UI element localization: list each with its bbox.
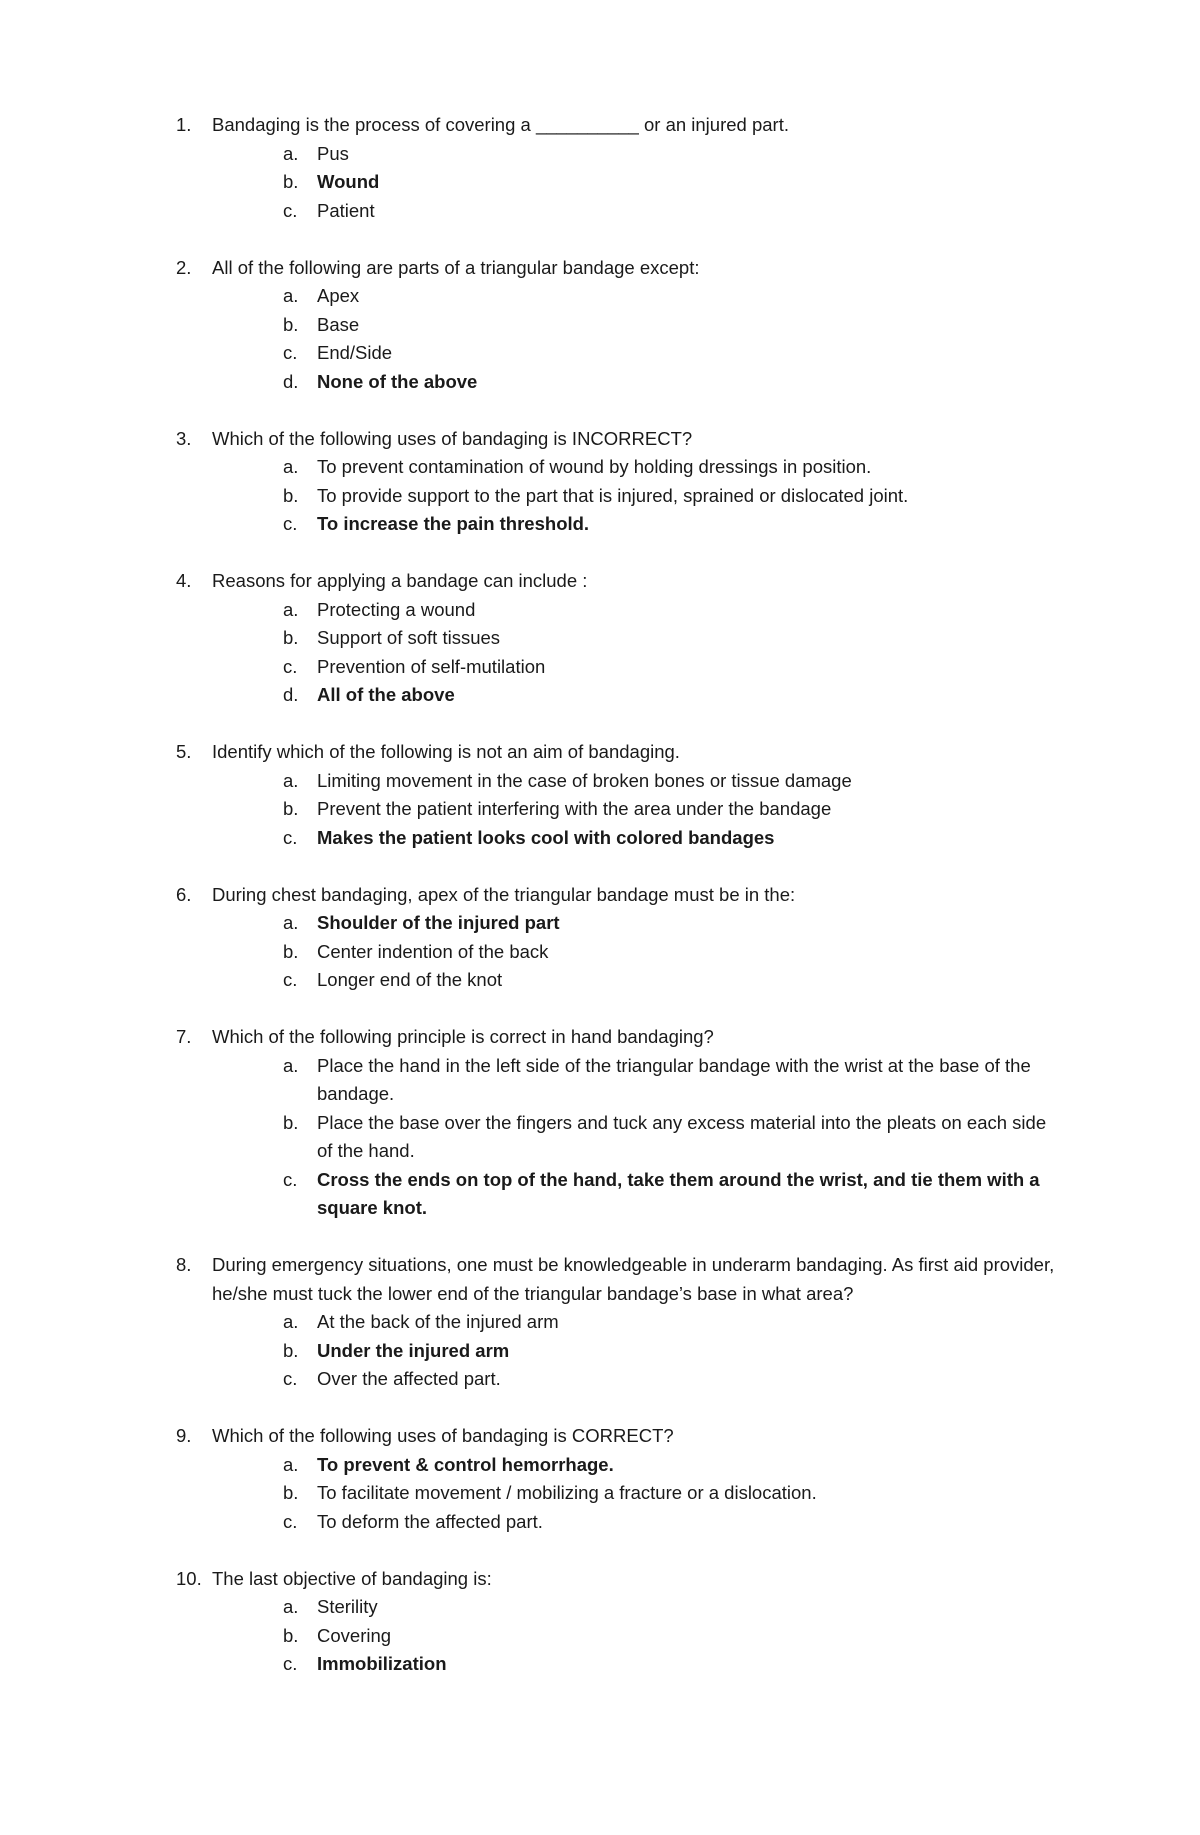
option-item xyxy=(283,1052,1066,1109)
option-letter: c. xyxy=(283,1510,298,1532)
question-text: Which of the following principle is correct in hand bandaging? xyxy=(212,1026,714,1047)
question-item xyxy=(176,1422,1066,1536)
option-letter: a. xyxy=(283,142,299,164)
option-text-answer: None of the above xyxy=(317,370,478,392)
question-number: 5. xyxy=(176,741,192,762)
option-letter: d. xyxy=(283,684,299,705)
question-item xyxy=(176,881,1066,995)
option-list xyxy=(283,453,1066,539)
question-item xyxy=(176,1565,1066,1679)
option-list xyxy=(283,282,1066,396)
option-letter: d. xyxy=(283,370,299,392)
option-text: Covering xyxy=(317,1624,392,1646)
option-letter: b. xyxy=(283,940,299,962)
option-letter: b. xyxy=(283,313,299,335)
option-text-answer: Immobilization xyxy=(317,1653,447,1674)
question-number: 6. xyxy=(176,883,192,905)
option-list xyxy=(283,1451,1066,1537)
option-item xyxy=(283,140,1066,169)
option-letter: a. xyxy=(283,1453,299,1475)
option-item xyxy=(283,795,1066,824)
question-text: Bandaging is the process of covering a __________ or an injured part. xyxy=(212,114,789,135)
option-text: Protecting a wound xyxy=(317,598,476,620)
option-letter: b. xyxy=(283,171,299,192)
option-item xyxy=(283,624,1066,653)
option-list xyxy=(283,596,1066,710)
option-text: Base xyxy=(317,313,360,335)
option-letter: a. xyxy=(283,1311,299,1332)
option-item xyxy=(283,1622,1066,1651)
option-item xyxy=(283,938,1066,967)
option-item xyxy=(283,197,1066,226)
question-text: Identify which of the following is not an aim of bandaging. xyxy=(212,741,680,762)
question-text: The last objective of bandaging is: xyxy=(212,1567,492,1589)
option-list xyxy=(283,1052,1066,1223)
option-item xyxy=(283,653,1066,682)
option-letter: b. xyxy=(283,627,299,648)
option-item xyxy=(283,966,1066,995)
option-item xyxy=(283,1308,1066,1337)
question-text: All of the following are parts of a triangular bandage except: xyxy=(212,256,700,278)
option-text: Prevent the patient interfering with the area under the bandage xyxy=(317,798,832,819)
option-item xyxy=(283,482,1066,511)
question-item xyxy=(176,425,1066,539)
question-number: 1. xyxy=(176,114,192,135)
option-letter: c. xyxy=(283,826,298,848)
option-item xyxy=(283,909,1066,938)
option-item xyxy=(283,1166,1066,1223)
question-text: During emergency situations, one must be knowledgeable in underarm bandaging. As first aid provider, he/she must tuck the lower end of the triangular bandage’s base in what area? xyxy=(212,1254,1055,1304)
option-item xyxy=(283,168,1066,197)
option-text-answer: Under the injured arm xyxy=(317,1339,510,1361)
question-item xyxy=(176,254,1066,397)
option-list xyxy=(283,767,1066,853)
question-text: Which of the following uses of bandaging is CORRECT? xyxy=(212,1425,674,1446)
option-item xyxy=(283,282,1066,311)
option-list xyxy=(283,1308,1066,1394)
option-text: Patient xyxy=(317,199,375,221)
option-text: Center indention of the back xyxy=(317,940,549,962)
option-letter: c. xyxy=(283,1168,298,1190)
option-text: To prevent contamination of wound by holding dressings in position. xyxy=(317,456,872,477)
option-letter: a. xyxy=(283,769,299,791)
option-letter: c. xyxy=(283,1368,298,1389)
option-text: Place the base over the fingers and tuck any excess material into the pleats on each side of the hand. xyxy=(317,1111,1047,1161)
option-letter: b. xyxy=(283,798,299,819)
question-number: 7. xyxy=(176,1026,192,1047)
option-text: At the back of the injured arm xyxy=(317,1311,559,1332)
question-item xyxy=(176,738,1066,852)
option-item xyxy=(283,767,1066,796)
option-text: To facilitate movement / mobilizing a fracture or a dislocation. xyxy=(317,1482,817,1503)
option-letter: a. xyxy=(283,456,299,477)
question-number: 10. xyxy=(176,1567,202,1589)
option-item xyxy=(283,1365,1066,1394)
option-letter: a. xyxy=(283,1054,299,1076)
option-item xyxy=(283,1593,1066,1622)
option-item xyxy=(283,1451,1066,1480)
option-text-answer: Makes the patient looks cool with colored bandages xyxy=(317,826,775,848)
option-letter: c. xyxy=(283,199,298,221)
option-text: Apex xyxy=(317,285,360,306)
question-number: 4. xyxy=(176,570,192,591)
option-letter: c. xyxy=(283,969,298,990)
question-list xyxy=(176,111,1066,1707)
option-list xyxy=(283,1593,1066,1679)
option-text-answer: Shoulder of the injured part xyxy=(317,912,560,933)
option-text: Pus xyxy=(317,142,349,164)
question-number: 3. xyxy=(176,427,192,449)
question-number: 9. xyxy=(176,1425,192,1446)
option-text: Support of soft tissues xyxy=(317,627,501,648)
option-text: To provide support to the part that is injured, sprained or dislocated joint. xyxy=(317,484,909,506)
question-item xyxy=(176,1251,1066,1394)
question-text: During chest bandaging, apex of the triangular bandage must be in the: xyxy=(212,883,796,905)
option-letter: a. xyxy=(283,285,299,306)
option-item xyxy=(283,1650,1066,1679)
option-text-answer: All of the above xyxy=(317,684,455,705)
option-letter: a. xyxy=(283,1596,299,1617)
option-text-answer: Wound xyxy=(317,171,380,192)
option-text-answer: To prevent & control hemorrhage. xyxy=(317,1453,614,1475)
question-text: Which of the following uses of bandaging is INCORRECT? xyxy=(212,427,693,449)
option-letter: b. xyxy=(283,1482,299,1503)
option-letter: c. xyxy=(283,655,298,677)
option-list xyxy=(283,909,1066,995)
option-text-answer: Cross the ends on top of the hand, take them around the wrist, and tie them with a square knot. xyxy=(317,1168,1040,1218)
option-letter: a. xyxy=(283,598,299,620)
option-letter: b. xyxy=(283,1339,299,1361)
option-item xyxy=(283,1508,1066,1537)
option-item xyxy=(283,1337,1066,1366)
option-item xyxy=(283,510,1066,539)
option-text: Place the hand in the left side of the triangular bandage with the wrist at the base of the bandage. xyxy=(317,1054,1031,1104)
question-item xyxy=(176,1023,1066,1223)
option-item xyxy=(283,824,1066,853)
option-item xyxy=(283,596,1066,625)
option-text-answer: To increase the pain threshold. xyxy=(317,513,590,534)
option-letter: c. xyxy=(283,342,298,363)
question-text: Reasons for applying a bandage can include : xyxy=(212,570,588,591)
option-letter: a. xyxy=(283,912,299,933)
question-number: 8. xyxy=(176,1254,192,1275)
question-item xyxy=(176,567,1066,710)
option-item xyxy=(283,339,1066,368)
option-item xyxy=(283,311,1066,340)
option-item xyxy=(283,1479,1066,1508)
option-letter: c. xyxy=(283,513,298,534)
option-text: To deform the affected part. xyxy=(317,1510,543,1532)
option-text: Limiting movement in the case of broken bones or tissue damage xyxy=(317,769,852,791)
option-text: Sterility xyxy=(317,1596,378,1617)
option-item xyxy=(283,681,1066,710)
option-text: Over the affected part. xyxy=(317,1368,501,1389)
option-text: End/Side xyxy=(317,342,393,363)
option-text: Longer end of the knot xyxy=(317,969,503,990)
option-letter: c. xyxy=(283,1653,298,1674)
option-letter: b. xyxy=(283,1624,299,1646)
option-item xyxy=(283,368,1066,397)
question-item xyxy=(176,111,1066,225)
option-letter: b. xyxy=(283,484,299,506)
option-letter: b. xyxy=(283,1111,299,1133)
option-text: Prevention of self-mutilation xyxy=(317,655,546,677)
option-list xyxy=(283,140,1066,226)
option-item xyxy=(283,1109,1066,1166)
option-item xyxy=(283,453,1066,482)
question-number: 2. xyxy=(176,256,192,278)
